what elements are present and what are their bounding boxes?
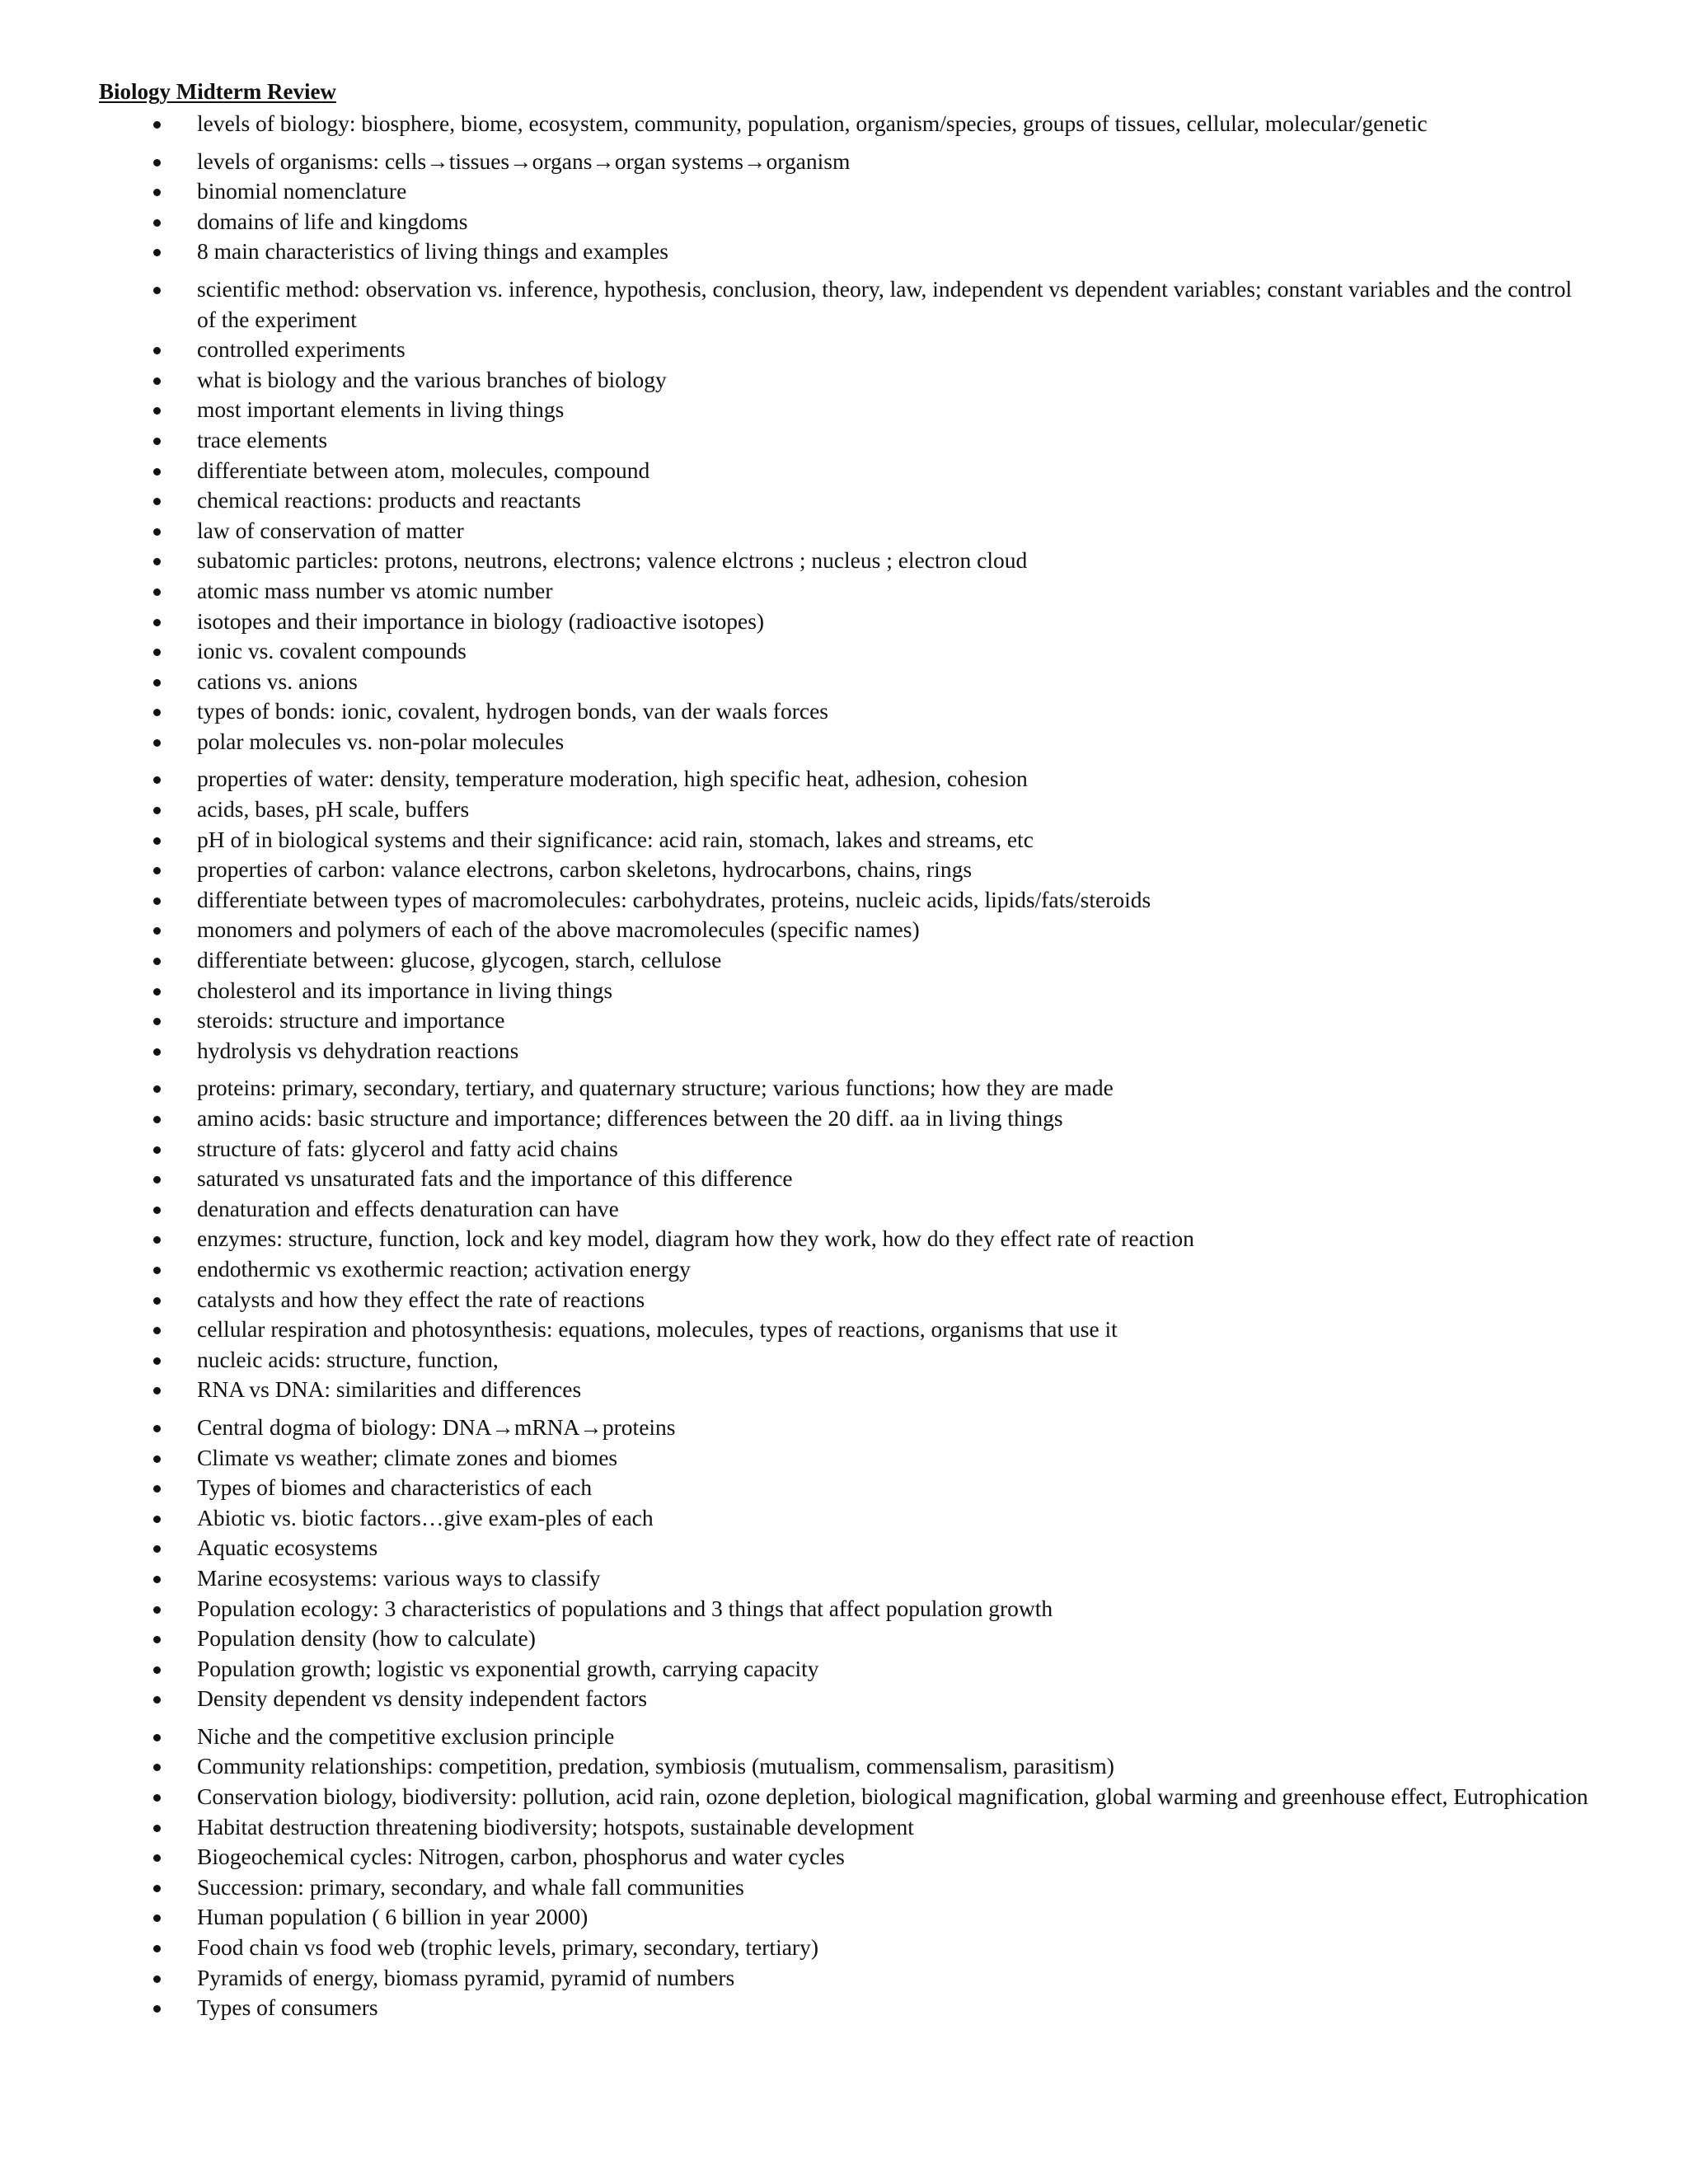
review-item: cholesterol and its importance in living things bbox=[0, 976, 1688, 1006]
review-item: Biogeochemical cycles: Nitrogen, carbon, phosphorus and water cycles bbox=[0, 1842, 1688, 1872]
review-item: binomial nomenclature bbox=[0, 176, 1688, 207]
review-item: amino acids: basic structure and importance; differences between the 20 diff. aa in living things bbox=[0, 1104, 1688, 1134]
review-item: Pyramids of energy, biomass pyramid, pyramid of numbers bbox=[0, 1963, 1688, 1994]
review-item: properties of carbon: valance electrons, carbon skeletons, hydrocarbons, chains, rings bbox=[0, 855, 1688, 885]
review-item: denaturation and effects denaturation can have bbox=[0, 1194, 1688, 1225]
review-item: 8 main characteristics of living things and examples bbox=[0, 237, 1688, 267]
review-item: types of bonds: ionic, covalent, hydrogen bonds, van der waals forces bbox=[0, 696, 1688, 727]
review-item: Conservation biology, biodiversity: pollution, acid rain, ozone depletion, biological magnification, global warming and greenhouse effect, Eutrophication bbox=[0, 1782, 1688, 1812]
review-item: endothermic vs exothermic reaction; activation energy bbox=[0, 1254, 1688, 1285]
review-item: properties of water: density, temperature moderation, high specific heat, adhesion, cohesion bbox=[0, 764, 1688, 794]
review-item: Food chain vs food web (trophic levels, primary, secondary, tertiary) bbox=[0, 1933, 1688, 1963]
review-item: chemical reactions: products and reactants bbox=[0, 485, 1688, 516]
review-item: catalysts and how they effect the rate of reactions bbox=[0, 1285, 1688, 1315]
review-item: cellular respiration and photosynthesis: equations, molecules, types of reactions, organisms that use it bbox=[0, 1315, 1688, 1345]
review-item: nucleic acids: structure, function, bbox=[0, 1345, 1688, 1376]
review-item: Population density (how to calculate) bbox=[0, 1624, 1688, 1654]
review-item: levels of organisms: cells→tissues→organs→organ systems→organism bbox=[0, 147, 1688, 177]
review-item: cations vs. anions bbox=[0, 667, 1688, 697]
review-item: pH of in biological systems and their significance: acid rain, stomach, lakes and streams, etc bbox=[0, 825, 1688, 855]
review-item: Population ecology: 3 characteristics of populations and 3 things that affect population growth bbox=[0, 1594, 1688, 1624]
review-item: Density dependent vs density independent factors bbox=[0, 1684, 1688, 1714]
review-item: Succession: primary, secondary, and whale fall communities bbox=[0, 1872, 1688, 1903]
review-item: monomers and polymers of each of the above macromolecules (specific names) bbox=[0, 915, 1688, 945]
review-item: differentiate between: glucose, glycogen, starch, cellulose bbox=[0, 945, 1688, 976]
review-item: Marine ecosystems: various ways to classify bbox=[0, 1563, 1688, 1594]
review-item: Types of biomes and characteristics of each bbox=[0, 1473, 1688, 1503]
review-item: scientific method: observation vs. inference, hypothesis, conclusion, theory, law, independent vs dependent variables; constant variables and the control of the experiment bbox=[0, 274, 1688, 335]
review-item: trace elements bbox=[0, 425, 1688, 456]
review-topic-list bbox=[0, 109, 1688, 2023]
review-item: Abiotic vs. biotic factors…give exam-ples of each bbox=[0, 1503, 1688, 1534]
review-item: Central dogma of biology: DNA→mRNA→proteins bbox=[0, 1413, 1688, 1443]
review-item: Human population ( 6 billion in year 2000) bbox=[0, 1902, 1688, 1933]
review-item: Community relationships: competition, predation, symbiosis (mutualism, commensalism, parasitism) bbox=[0, 1751, 1688, 1782]
review-item: isotopes and their importance in biology (radioactive isotopes) bbox=[0, 607, 1688, 637]
review-item: acids, bases, pH scale, buffers bbox=[0, 794, 1688, 825]
review-item: atomic mass number vs atomic number bbox=[0, 576, 1688, 607]
review-item: levels of biology: biosphere, biome, ecosystem, community, population, organism/species, groups of tissues, cellular, molecular/genetic bbox=[0, 109, 1688, 139]
review-item: most important elements in living things bbox=[0, 395, 1688, 425]
review-item: polar molecules vs. non-polar molecules bbox=[0, 727, 1688, 757]
review-item: Climate vs weather; climate zones and biomes bbox=[0, 1443, 1688, 1474]
review-item: domains of life and kingdoms bbox=[0, 207, 1688, 237]
review-item: Types of consumers bbox=[0, 1993, 1688, 2023]
document-title: Biology Midterm Review bbox=[99, 79, 336, 104]
review-item: steroids: structure and importance bbox=[0, 1005, 1688, 1036]
review-item: proteins: primary, secondary, tertiary, and quaternary structure; various functions; how they are made bbox=[0, 1073, 1688, 1104]
review-item: Habitat destruction threatening biodiversity; hotspots, sustainable development bbox=[0, 1812, 1688, 1843]
review-item: ionic vs. covalent compounds bbox=[0, 636, 1688, 667]
review-item: RNA vs DNA: similarities and differences bbox=[0, 1375, 1688, 1405]
review-item: differentiate between atom, molecules, compound bbox=[0, 456, 1688, 486]
review-item: hydrolysis vs dehydration reactions bbox=[0, 1036, 1688, 1066]
review-item: differentiate between types of macromolecules: carbohydrates, proteins, nucleic acids, lipids/fats/steroids bbox=[0, 885, 1688, 916]
review-item: enzymes: structure, function, lock and key model, diagram how they work, how do they effect rate of reaction bbox=[0, 1224, 1688, 1254]
review-item: Population growth; logistic vs exponential growth, carrying capacity bbox=[0, 1654, 1688, 1685]
review-item: subatomic particles: protons, neutrons, electrons; valence elctrons ; nucleus ; electron cloud bbox=[0, 546, 1688, 576]
review-item: what is biology and the various branches of biology bbox=[0, 365, 1688, 396]
review-item: Niche and the competitive exclusion principle bbox=[0, 1722, 1688, 1752]
review-item: Aquatic ecosystems bbox=[0, 1533, 1688, 1563]
review-item: controlled experiments bbox=[0, 335, 1688, 365]
review-item: saturated vs unsaturated fats and the importance of this difference bbox=[0, 1164, 1688, 1194]
review-item: structure of fats: glycerol and fatty acid chains bbox=[0, 1134, 1688, 1165]
review-item: law of conservation of matter bbox=[0, 516, 1688, 546]
